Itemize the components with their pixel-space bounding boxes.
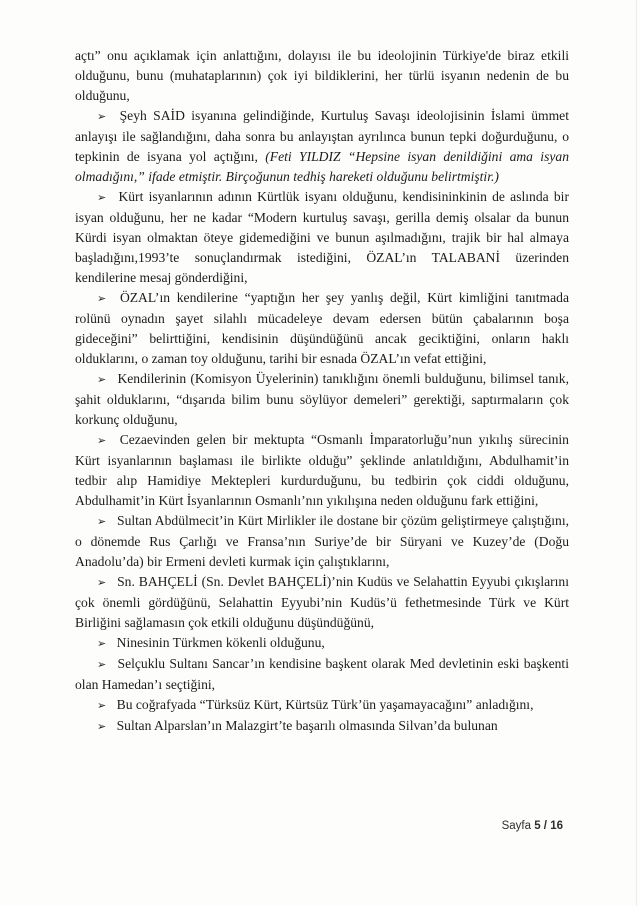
- bullet-text: Bu coğrafyada “Türksüz Kürt, Kürtsüz Türk’ün yaşamayacağını” anladığını,: [116, 697, 534, 712]
- bullet-text: Ninesinin Türkmen kökenli olduğunu,: [116, 635, 325, 650]
- bullet-text: Selçuklu Sultanı Sancar’ın kendisine başkent olarak Med devletinin eski başkenti olan Hamedan’ı seçtiğini,: [75, 656, 569, 692]
- arrow-bullet-icon: ➢: [97, 110, 107, 123]
- bullet-item: [75, 106, 569, 187]
- page-text-body: [75, 46, 569, 737]
- bullet-item: [75, 369, 569, 430]
- bullet-text: Şeyh SAİD isyanına gelindiğinde, Kurtuluş Savaşı ideolojisinin İslami ümmet anlayışı ile sağlandığını, daha sonra bu anlayıştan ayrılınca bunun tepki doğurduğunu, o tepkinin de isyana yol açtığını,: [75, 108, 569, 164]
- bullet-item: [75, 288, 569, 369]
- bullet-item: [75, 187, 569, 288]
- arrow-bullet-icon: ➢: [97, 720, 107, 733]
- bullet-text: Kürt isyanlarının adının Kürtlük isyanı olduğunu, kendisininkinin de aslında bir isyan olduğunu, her ne kadar “Modern kurtuluş savaşı, gerilla demiş olsalar da bunun Kürdi isyan olmaktan öteye gidemediğini ve bunun aşılmadığını, trajik bir hal almaya başladığını,1993’te sonuçlandırmak istediğini, ÖZAL’ın TALABANİ üzerinden kendilerine mesaj gönderdiğini,: [75, 189, 569, 285]
- arrow-bullet-icon: ➢: [97, 292, 107, 305]
- scan-edge-line: [636, 0, 637, 906]
- arrow-bullet-icon: ➢: [97, 658, 107, 671]
- bullet-item: [75, 511, 569, 572]
- arrow-bullet-icon: ➢: [97, 699, 107, 712]
- bullet-text: Cezaevinden gelen bir mektupta “Osmanlı İmparatorluğu’nun yıkılış sürecinin Kürt isyanlarının başlaması ile birlikte olduğu” şeklinde anlatıldığını, Abdulhamit’in tedbir alıp Hamidiye Mektepleri kurdurduğunu, bu tedbirin çok ciddi olduğunu, Abdulhamit’in Kürt İsyanlarının Osmanlı’nın yıkılışına neden olduğunu fark ettiğini,: [75, 432, 569, 508]
- paragraph-text: açtı” onu açıklamak için anlattığını, dolayısı ile bu ideolojinin Türkiye'de biraz etkili olduğunu, bunu (muhataplarının) çok iyi bildiklerini, her türlü isyanın nedenin de bu olduğunu,: [75, 48, 569, 103]
- page-number: [502, 820, 563, 832]
- bullet-text: Kendilerinin (Komisyon Üyelerinin) tanıklığını önemli bulduğunu, bilimsel tanık, şahit olduklarını, “dışarıda bilim bunu söylüyor demeleri” gerektiği, saptırmaların çok korkunç olduğunu,: [75, 371, 569, 427]
- arrow-bullet-icon: ➢: [97, 191, 107, 204]
- page-number-label: Sayfa: [501, 820, 532, 832]
- bullet-item: [75, 430, 569, 511]
- bullet-text: Sultan Alparslan’ın Malazgirt’te başarılı olmasında Silvan’da bulunan: [116, 718, 498, 733]
- arrow-bullet-icon: ➢: [97, 434, 107, 447]
- bullet-text: Sn. BAHÇELİ (Sn. Devlet BAHÇELİ)’nin Kudüs ve Selahattin Eyyubi çıkışlarını çok önemli gördüğünü, Selahattin Eyyubi’nin Kudüs’ü fethetmesinde Türk ve Kürt Birliğini sağlamasın çok etkili olduğunu düşündüğünü,: [75, 574, 570, 630]
- page-number-value: 5 / 16: [534, 820, 563, 832]
- bullet-item: [75, 633, 569, 654]
- arrow-bullet-icon: ➢: [97, 515, 107, 528]
- bullet-item: [75, 654, 569, 695]
- arrow-bullet-icon: ➢: [97, 373, 107, 386]
- arrow-bullet-icon: ➢: [97, 576, 107, 589]
- bullet-text: Sultan Abdülmecit’in Kürt Mirlikler ile dostane bir çözüm geliştirmeye çalıştığını, o dönemde Rus Çarlığı ve Fransa’nın Suriye’de bir Süryani ve Kuzey’de (Doğu Anadolu’da) bir Ermeni devleti kurmak için çalıştıklarını,: [75, 513, 569, 569]
- continuation-paragraph: [75, 46, 569, 106]
- bullet-item: [75, 572, 569, 633]
- bullet-text: ÖZAL’ın kendilerine “yaptığın her şey yanlış değil, Kürt kimliğini tanıtmada rolünü oynadın şayet silahlı mücadeleye devam edersen bütün çabalarının boşa gideceğini” belirttiğini, kendisinin düşündüğünü ancak geciktiğini, onların haklı olduklarını, o zaman toy olduğunu, tarihi bir esnada ÖZAL’ın vefat ettiğini,: [75, 290, 569, 366]
- bullet-item: [75, 716, 569, 737]
- bullet-item: [75, 695, 569, 716]
- bullet-text-italic: (Feti YILDIZ “Hepsine isyan denildiğini ama isyan olmadığını,” ifade etmiştir. Birçoğunun tedhiş hareketi olduğunu belirtmiştir.): [75, 149, 569, 184]
- arrow-bullet-icon: ➢: [97, 637, 107, 650]
